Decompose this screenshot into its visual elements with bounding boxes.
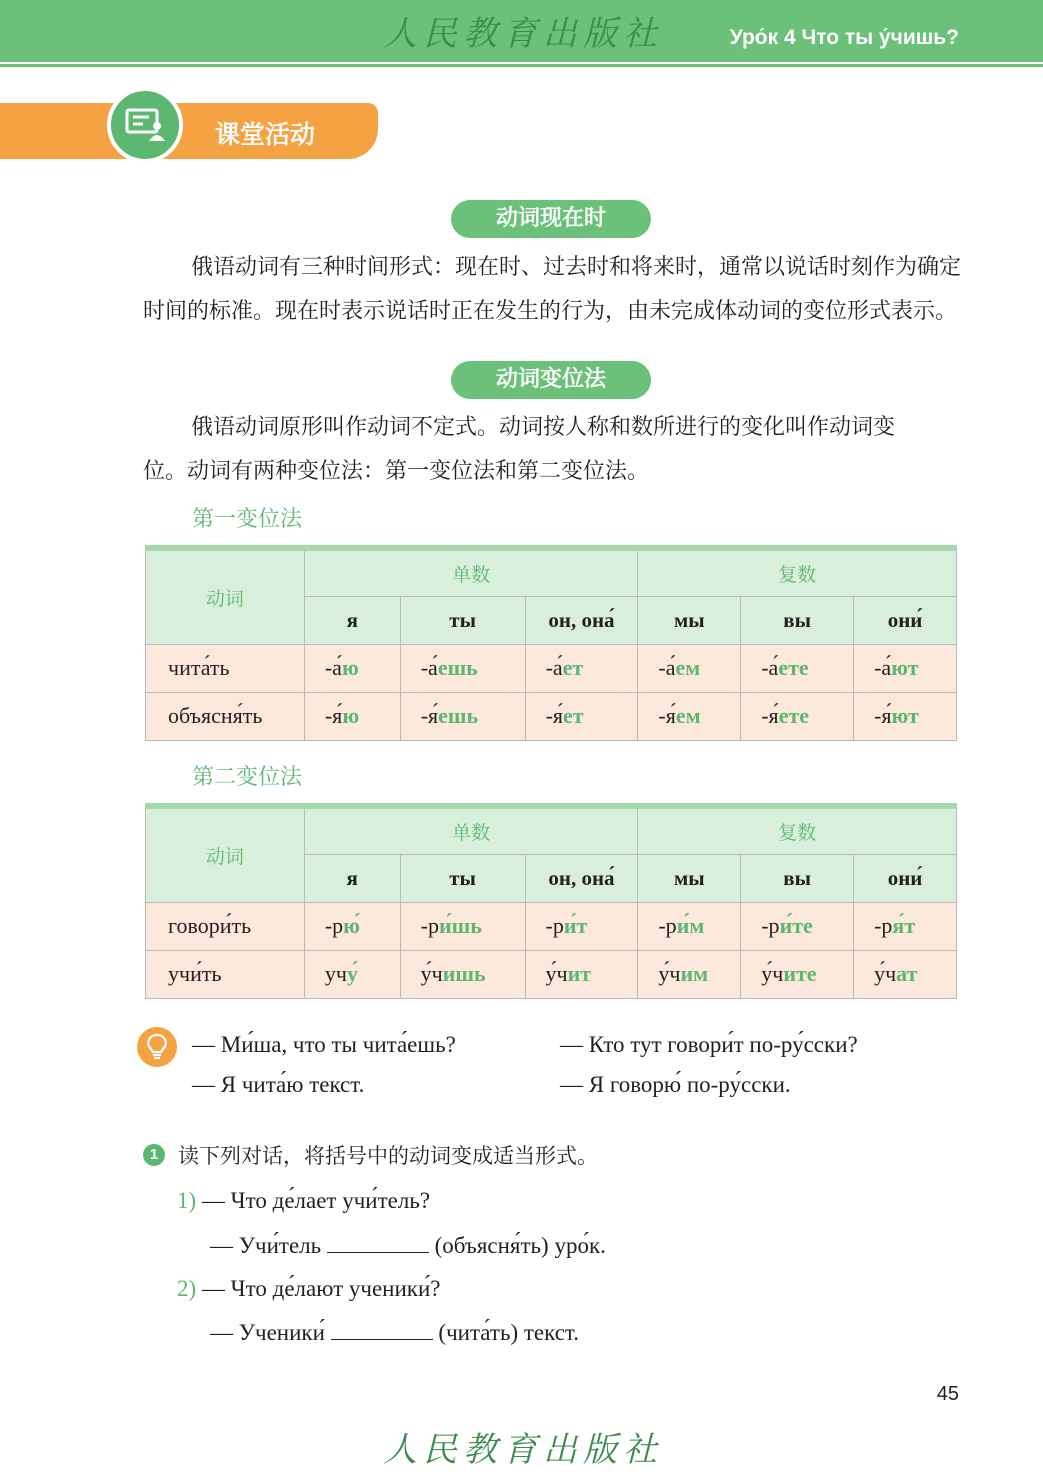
ending-cell: у́чим <box>638 950 741 998</box>
pronoun-header: он, она́ <box>525 596 638 644</box>
pronoun-header: ты <box>400 596 525 644</box>
pronoun-header: вы <box>741 854 854 902</box>
lightbulb-icon <box>137 1027 177 1067</box>
first-conjugation-table <box>145 545 957 741</box>
first-conjugation-title: 第一变位法 <box>192 507 303 532</box>
exercise-number: 1 <box>143 1144 165 1166</box>
ending-cell: -а́ют <box>854 644 957 692</box>
pronoun-header: мы <box>638 596 741 644</box>
dialog-line: — Ми́ша, что ты чита́ешь? <box>192 1032 456 1057</box>
pronoun-header: мы <box>638 854 741 902</box>
footer-publisher-logo: 人民教育出版社 <box>383 1430 663 1470</box>
exercise-question: 1) — Что де́лает учи́тель? <box>177 1188 431 1213</box>
dialog-line: — Я чита́ю текст. <box>192 1072 365 1097</box>
paragraph-line: 俄语动词有三种时间形式：现在时、过去时和将来时，通常以说话时刻作为确定 <box>191 255 962 280</box>
singular-header: 单数 <box>304 806 638 854</box>
exercise-answer: — Ученики́ (чита́ть) текст. <box>210 1320 579 1345</box>
table-row <box>146 950 957 998</box>
lesson-title: Уро́к 4 Что ты у́чишь? <box>729 26 959 49</box>
paragraph-line: 俄语动词原形叫作动词不定式。动词按人称和数所进行的变化叫作动词变 <box>191 415 896 440</box>
second-conjugation-table <box>145 803 957 999</box>
paragraph-line: 位。动词有两种变位法：第一变位法和第二变位法。 <box>143 459 650 484</box>
pronoun-header: они́ <box>854 596 957 644</box>
ending-cell: у́чат <box>854 950 957 998</box>
publisher-logo: 人民教育出版社 <box>383 14 663 54</box>
exercise-answer: — Учи́тель (объясня́ть) уро́к. <box>210 1233 606 1258</box>
verb-column-header: 动词 <box>146 548 305 644</box>
present-tense-paragraph <box>143 246 961 334</box>
dialog-right <box>560 1025 858 1105</box>
section-title-present-tense: 动词现在时 <box>451 200 651 238</box>
ending-cell: -я́ете <box>741 692 854 740</box>
dialog-line: — Я говорю́ по-ру́сски. <box>560 1072 791 1097</box>
ending-cell: учу́ <box>304 950 400 998</box>
ending-cell: -а́ет <box>525 644 638 692</box>
table-row <box>146 902 957 950</box>
section-title-conjugation: 动词变位法 <box>451 361 651 399</box>
verb-cell: чита́ть <box>146 644 305 692</box>
pronoun-header: ты <box>400 854 525 902</box>
ending-cell: -а́ю <box>304 644 400 692</box>
ending-cell: -ря́т <box>854 902 957 950</box>
table-row <box>146 644 957 692</box>
ending-cell: -я́ешь <box>400 692 525 740</box>
exercise-index: 1) <box>177 1188 197 1213</box>
ending-cell: -ри́шь <box>400 902 525 950</box>
second-conjugation-title: 第二变位法 <box>192 765 303 790</box>
header-divider <box>0 64 1043 67</box>
ending-cell: -я́ют <box>854 692 957 740</box>
ending-cell: -а́ешь <box>400 644 525 692</box>
pronoun-header: они́ <box>854 854 957 902</box>
verb-cell: учи́ть <box>146 950 305 998</box>
conjugation-paragraph <box>143 406 961 494</box>
section-banner <box>0 103 378 159</box>
exercise-question: 2) — Что де́лают ученики́? <box>177 1276 441 1301</box>
verb-cell: говори́ть <box>146 902 305 950</box>
pronoun-header: вы <box>741 596 854 644</box>
pronoun-header: я <box>304 854 400 902</box>
table-row <box>146 692 957 740</box>
answer-blank[interactable] <box>331 1320 433 1340</box>
verb-column-header: 动词 <box>146 806 305 902</box>
exercise-index: 2) <box>177 1276 197 1301</box>
ending-cell: -а́ете <box>741 644 854 692</box>
singular-header: 单数 <box>304 548 638 596</box>
page-number: 45 <box>936 1383 959 1405</box>
plural-header: 复数 <box>638 806 957 854</box>
ending-cell: -рю́ <box>304 902 400 950</box>
ending-cell: -я́ет <box>525 692 638 740</box>
ending-cell: -я́ю <box>304 692 400 740</box>
paragraph-line: 时间的标准。现在时表示说话时正在发生的行为，由未完成体动词的变位形式表示。 <box>143 299 958 324</box>
pronoun-header: я <box>304 596 400 644</box>
banner-title: 课堂活动 <box>215 120 316 149</box>
verb-cell: объясня́ть <box>146 692 305 740</box>
ending-cell: у́чишь <box>400 950 525 998</box>
dialog-left <box>192 1025 456 1105</box>
ending-cell: -а́ем <box>638 644 741 692</box>
ending-cell: -ри́те <box>741 902 854 950</box>
ending-cell: -ри́м <box>638 902 741 950</box>
pronoun-header: он, она́ <box>525 854 638 902</box>
ending-cell: у́чите <box>741 950 854 998</box>
answer-blank[interactable] <box>327 1233 429 1253</box>
dialog-line: — Кто тут говори́т по-ру́сски? <box>560 1032 858 1057</box>
teaching-board-icon <box>107 87 183 163</box>
plural-header: 复数 <box>638 548 957 596</box>
page-header <box>0 0 1043 62</box>
exercise-instruction: 读下列对话，将括号中的动词变成适当形式。 <box>178 1144 598 1168</box>
ending-cell: -ри́т <box>525 902 638 950</box>
ending-cell: у́чит <box>525 950 638 998</box>
ending-cell: -я́ем <box>638 692 741 740</box>
